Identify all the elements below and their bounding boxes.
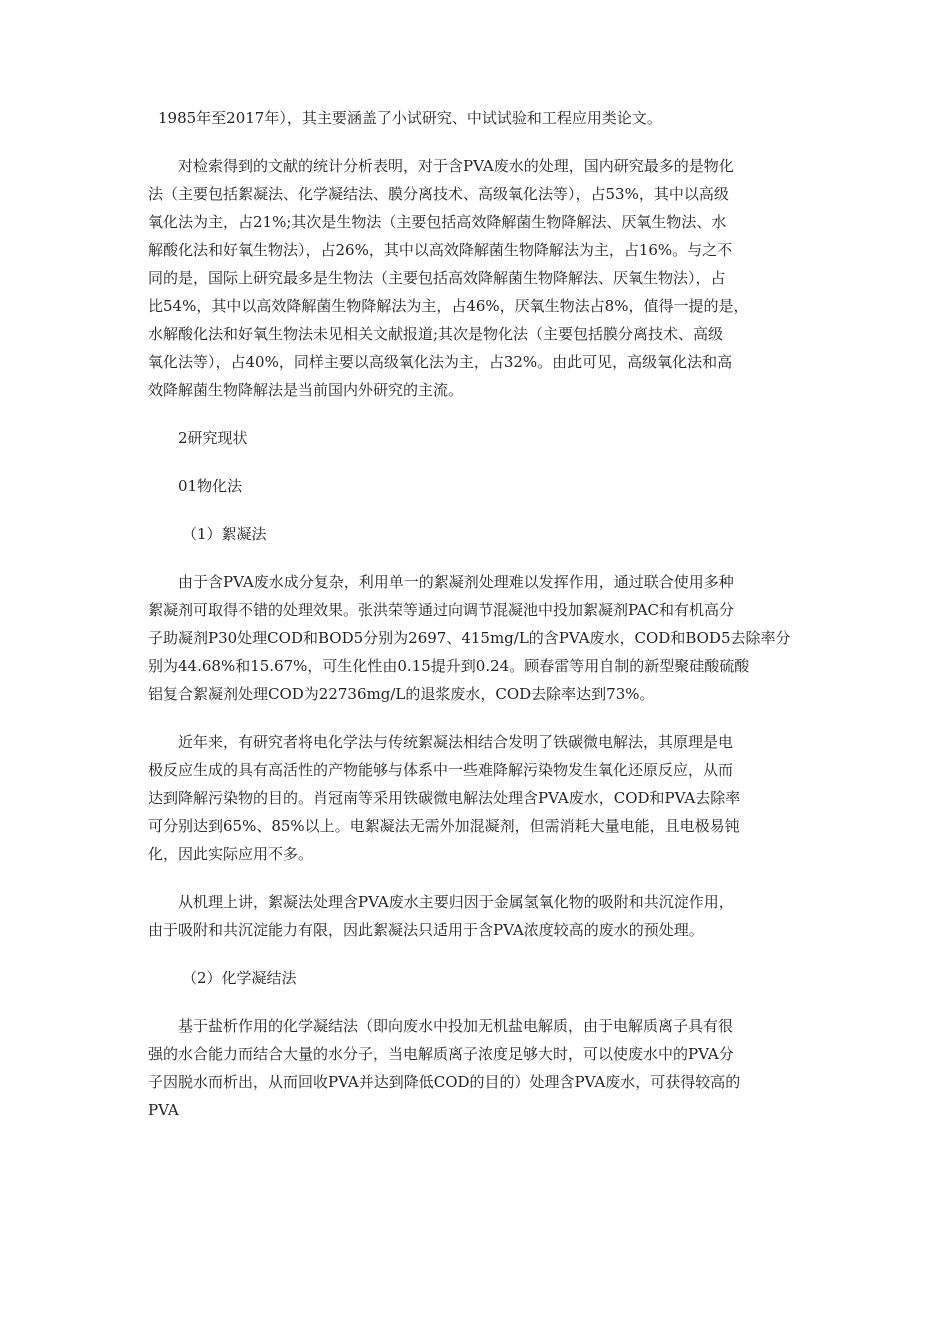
paragraph-line: 絮凝剂可取得不错的处理效果。张洪荣等通过向调节混凝池中投加絮凝剂PAC和有机高分 — [148, 601, 735, 619]
paragraph-line: 子助凝剂P30处理COD和BOD5分别为2697、415mg/L的含PVA废水，COD和BOD5去除率分 — [148, 629, 791, 647]
paragraph-line: 子因脱水而析出，从而回收PVA并达到降低COD的目的）处理含PVA废水，可获得较高的 — [148, 1073, 741, 1091]
paragraph-line: 基于盐析作用的化学凝结法（即向废水中投加无机盐电解质，由于电解质离子具有很 — [178, 1017, 734, 1035]
paragraph-line: 由于吸附和共沉淀能力有限，因此絮凝法只适用于含PVA浓度较高的废水的预处理。 — [148, 921, 704, 939]
item1-heading: （1）絮凝法 — [182, 525, 267, 543]
paragraph-line: 氧化法为主，占21%;其次是生物法（主要包括高效降解菌生物降解法、厌氧生物法、水 — [148, 213, 727, 231]
electro-paragraph — [148, 728, 808, 868]
subsection-heading: 01物化法 — [178, 477, 243, 495]
paragraph-line: 达到降解污染物的目的。肖冠南等采用铁碳微电解法处理含PVA废水，COD和PVA去除率 — [148, 789, 741, 807]
paragraph-line: 铝复合絮凝剂处理COD为22736mg/L的退浆废水，COD去除率达到73%。 — [148, 685, 655, 703]
paragraph-line: 从机理上讲，絮凝法处理含PVA废水主要归因于金属氢氧化物的吸附和共沉淀作用， — [178, 893, 734, 911]
paragraph-line: 氧化法等），占40%，同样主要以高级氧化法为主，占32%。由此可见，高级氧化法和高 — [148, 353, 733, 371]
stats-paragraph — [148, 152, 808, 404]
paragraph-line: 近年来，有研究者将电化学法与传统絮凝法相结合发明了铁碳微电解法，其原理是电 — [178, 733, 734, 751]
paragraph-line: 解酸化法和好氧生物法），占26%，其中以高效降解菌生物降解法为主，占16%。与之不 — [148, 241, 733, 259]
document-body — [148, 104, 808, 1124]
paragraph-line: 强的水合能力而结合大量的水分子，当电解质离子浓度足够大时，可以使废水中的PVA分 — [148, 1045, 734, 1063]
paragraph-line: 化，因此实际应用不多。 — [148, 845, 314, 863]
flocculation-paragraph — [148, 568, 808, 708]
paragraph-line: 由于含PVA废水成分复杂，利用单一的絮凝剂处理难以发挥作用，通过联合使用多种 — [178, 573, 734, 591]
mechanism-paragraph — [148, 888, 808, 944]
intro-tail-line: 1985年至2017年），其主要涵盖了小试研究、中试试验和工程应用类论文。 — [158, 109, 662, 127]
chemical-paragraph — [148, 1012, 808, 1124]
paragraph-line: 对检索得到的文献的统计分析表明，对于含PVA废水的处理，国内研究最多的是物化 — [178, 157, 734, 175]
paragraph-line: 别为44.68%和15.67%，可生化性由0.15提升到0.24。顾春雷等用自制的新型聚硅酸硫酸 — [148, 657, 750, 675]
paragraph-line: 效降解菌生物降解法是当前国内外研究的主流。 — [148, 381, 464, 399]
paragraph-line: 水解酸化法和好氧生物法未见相关文献报道;其次是物化法（主要包括膜分离技术、高级 — [148, 325, 724, 343]
paragraph-line: 法（主要包括絮凝法、化学凝结法、膜分离技术、高级氧化法等），占53%，其中以高级 — [148, 185, 729, 203]
paragraph-line: 同的是，国际上研究最多是生物法（主要包括高效降解菌生物降解法、厌氧生物法），占 — [148, 269, 726, 287]
item2-heading: （2）化学凝结法 — [182, 969, 297, 987]
paragraph-line: 极反应生成的具有高活性的产物能够与体系中一些难降解污染物发生氧化还原反应，从而 — [148, 761, 734, 779]
paragraph-line: 比54%，其中以高效降解菌生物降解法为主，占46%，厌氧生物法占8%，值得一提的是， — [148, 297, 749, 315]
paragraph-line: 可分别达到65%、85%以上。电絮凝法无需外加混凝剂，但需消耗大量电能，且电极易钝 — [148, 817, 740, 835]
paragraph-line: PVA — [148, 1101, 179, 1119]
section-heading: 2研究现状 — [178, 429, 248, 447]
